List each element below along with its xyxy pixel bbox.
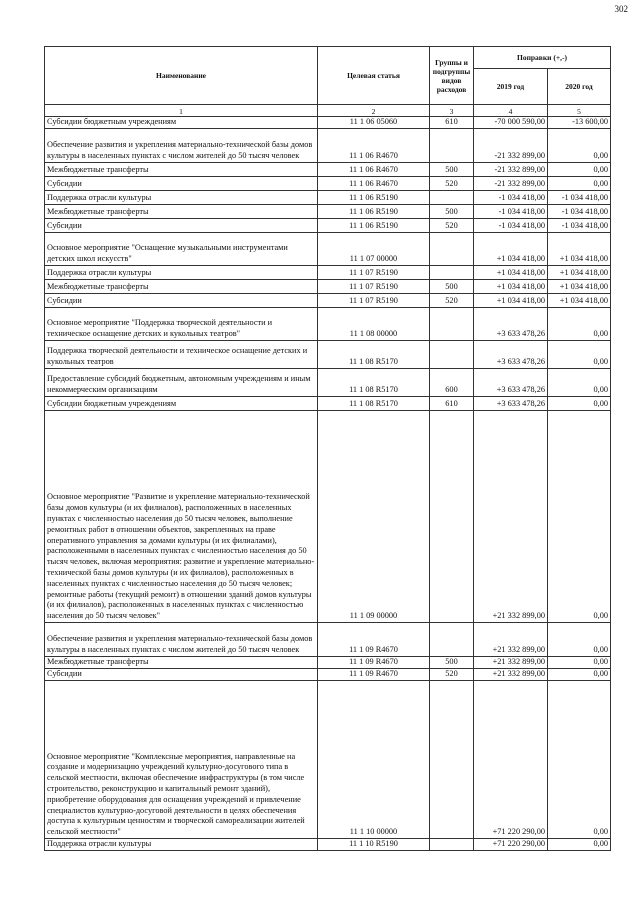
row-expense-group: 520 <box>430 177 474 191</box>
table-row <box>45 669 611 681</box>
row-value-2019: +1 034 418,00 <box>474 294 548 308</box>
row-value-2019: -1 034 418,00 <box>474 205 548 219</box>
index-cell: 4 <box>474 105 548 117</box>
table-row <box>45 657 611 669</box>
row-value-2019: -70 000 590,00 <box>474 117 548 129</box>
table-row <box>45 129 611 163</box>
row-value-2020: -1 034 418,00 <box>548 205 611 219</box>
row-value-2020: 0,00 <box>548 623 611 657</box>
table-row <box>45 341 611 369</box>
row-value-2020: 0,00 <box>548 369 611 397</box>
row-expense-group <box>430 308 474 341</box>
row-name: Субсидии <box>45 177 318 191</box>
row-target-code: 11 1 06 R4670 <box>318 129 430 163</box>
row-name: Основное мероприятие "Поддержка творческой деятельности и техническое оснащение детских и кукольных театров" <box>45 308 318 341</box>
row-value-2020: +1 034 418,00 <box>548 294 611 308</box>
row-expense-group: 610 <box>430 397 474 411</box>
row-name: Поддержка отрасли культуры <box>45 191 318 205</box>
budget-amendments-table <box>44 46 611 851</box>
index-cell: 1 <box>45 105 318 117</box>
row-value-2020: 0,00 <box>548 839 611 851</box>
row-target-code: 11 1 08 00000 <box>318 308 430 341</box>
row-value-2019: +3 633 478,26 <box>474 341 548 369</box>
row-target-code: 11 1 08 R5170 <box>318 341 430 369</box>
row-expense-group <box>430 129 474 163</box>
row-expense-group: 520 <box>430 294 474 308</box>
index-cell: 5 <box>548 105 611 117</box>
row-expense-group: 520 <box>430 219 474 233</box>
row-value-2019: -21 332 899,00 <box>474 177 548 191</box>
row-target-code: 11 1 08 R5170 <box>318 369 430 397</box>
row-value-2019: +21 332 899,00 <box>474 669 548 681</box>
row-expense-group: 520 <box>430 669 474 681</box>
table-row <box>45 294 611 308</box>
row-value-2019: +3 633 478,26 <box>474 369 548 397</box>
row-target-code: 11 1 09 R4670 <box>318 669 430 681</box>
row-name: Субсидии <box>45 219 318 233</box>
row-name: Межбюджетные трансферты <box>45 280 318 294</box>
row-value-2019: -21 332 899,00 <box>474 129 548 163</box>
row-target-code: 11 1 06 R5190 <box>318 191 430 205</box>
row-expense-group <box>430 341 474 369</box>
row-value-2020: 0,00 <box>548 129 611 163</box>
table-row <box>45 163 611 177</box>
row-name: Поддержка отрасли культуры <box>45 839 318 851</box>
row-value-2019: +1 034 418,00 <box>474 280 548 294</box>
row-value-2020: 0,00 <box>548 411 611 623</box>
header-group: Группы и подгруппы видов расходов <box>430 47 474 105</box>
header-amendments: Поправки (+,-) <box>474 47 611 69</box>
row-name: Основное мероприятие "Развитие и укрепление материально-технической базы домов культуры (и их филиалов), расположенных в населенных пунктах с численностью населения до 50 тысяч человек, выполнение ремонтных работ в отношении объектов, закрепленных на праве оперативного управления за домами культуры (и их филиалами), расположенными в населенных пунктах с численностью населения до 50 тысяч человек, включая мероприятия: развитие и укрепление материально-технической базы домов культуры (и их филиалов), расположенных в населенных пунктах с численностью населения до 50 тысяч человек; ремонтные работы (текущий ремонт) в отношении зданий домов культуры (и их филиалов), расположенных в населенных пунктах с численностью населения до 50 тысяч человек" <box>45 411 318 623</box>
row-target-code: 11 1 07 R5190 <box>318 294 430 308</box>
row-name: Обеспечение развития и укрепления материально-технической базы домов культуры в населенных пунктах с числом жителей до 50 тысяч человек <box>45 129 318 163</box>
row-expense-group: 500 <box>430 280 474 294</box>
row-target-code: 11 1 10 00000 <box>318 681 430 839</box>
row-expense-group <box>430 191 474 205</box>
row-target-code: 11 1 06 R5190 <box>318 205 430 219</box>
table-row <box>45 280 611 294</box>
row-expense-group: 610 <box>430 117 474 129</box>
row-name: Поддержка отрасли культуры <box>45 266 318 280</box>
row-value-2019: +21 332 899,00 <box>474 623 548 657</box>
row-name: Основное мероприятие "Оснащение музыкальными инструментами детских школ искусств" <box>45 233 318 266</box>
row-expense-group <box>430 623 474 657</box>
row-value-2020: +1 034 418,00 <box>548 280 611 294</box>
row-target-code: 11 1 07 R5190 <box>318 266 430 280</box>
row-value-2019: -21 332 899,00 <box>474 163 548 177</box>
table-row <box>45 623 611 657</box>
row-name: Обеспечение развития и укрепления материально-технической базы домов культуры в населенных пунктах с числом жителей до 50 тысяч человек <box>45 623 318 657</box>
row-expense-group: 500 <box>430 205 474 219</box>
header-2020: 2020 год <box>548 69 611 105</box>
row-value-2020: 0,00 <box>548 163 611 177</box>
table-row <box>45 411 611 623</box>
row-value-2020: 0,00 <box>548 308 611 341</box>
row-value-2020: 0,00 <box>548 669 611 681</box>
row-target-code: 11 1 09 R4670 <box>318 657 430 669</box>
row-value-2020: -13 600,00 <box>548 117 611 129</box>
row-name: Межбюджетные трансферты <box>45 205 318 219</box>
table-row <box>45 191 611 205</box>
row-value-2019: +21 332 899,00 <box>474 657 548 669</box>
table-row <box>45 266 611 280</box>
header-name: Наименование <box>45 47 318 105</box>
row-name: Межбюджетные трансферты <box>45 163 318 177</box>
row-expense-group <box>430 233 474 266</box>
row-name: Поддержка творческой деятельности и техническое оснащение детских и кукольных театров <box>45 341 318 369</box>
row-target-code: 11 1 06 R5190 <box>318 219 430 233</box>
row-target-code: 11 1 08 R5170 <box>318 397 430 411</box>
header-target: Целевая статья <box>318 47 430 105</box>
row-name: Субсидии бюджетным учреждениям <box>45 117 318 129</box>
row-expense-group <box>430 839 474 851</box>
row-value-2019: +3 633 478,26 <box>474 397 548 411</box>
table-row <box>45 308 611 341</box>
row-value-2019: -1 034 418,00 <box>474 219 548 233</box>
row-name: Субсидии бюджетным учреждениям <box>45 397 318 411</box>
row-value-2020: 0,00 <box>548 681 611 839</box>
row-expense-group: 500 <box>430 163 474 177</box>
row-target-code: 11 1 09 00000 <box>318 411 430 623</box>
row-value-2019: -1 034 418,00 <box>474 191 548 205</box>
row-value-2019: +21 332 899,00 <box>474 411 548 623</box>
row-value-2020: -1 034 418,00 <box>548 219 611 233</box>
row-name: Субсидии <box>45 294 318 308</box>
row-name: Предоставление субсидий бюджетным, автономным учреждениям и иным некоммерческим организациям <box>45 369 318 397</box>
row-value-2020: 0,00 <box>548 177 611 191</box>
header-2019: 2019 год <box>474 69 548 105</box>
index-cell: 2 <box>318 105 430 117</box>
row-value-2020: 0,00 <box>548 341 611 369</box>
row-target-code: 11 1 06 R4670 <box>318 163 430 177</box>
index-cell: 3 <box>430 105 474 117</box>
row-value-2019: +3 633 478,26 <box>474 308 548 341</box>
row-target-code: 11 1 06 05060 <box>318 117 430 129</box>
row-target-code: 11 1 10 R5190 <box>318 839 430 851</box>
row-expense-group <box>430 266 474 280</box>
table-row <box>45 369 611 397</box>
row-target-code: 11 1 07 R5190 <box>318 280 430 294</box>
row-name: Субсидии <box>45 669 318 681</box>
row-value-2020: +1 034 418,00 <box>548 266 611 280</box>
row-name: Основное мероприятие "Комплексные мероприятия, направленные на создание и модернизацию учреждений культурно-досугового типа в сельской местности, включая обеспечение инфраструктуры (в том числе строительство, реконструкцию и капитальный ремонт зданий), приобретение оборудования для оснащения учреждений и привлечение специалистов культурно-досуговой деятельности в целях обеспечения доступа к культурным ценностям и творческой самореализации жителей сельской местности" <box>45 681 318 839</box>
table-row <box>45 205 611 219</box>
table-row <box>45 219 611 233</box>
row-value-2020: 0,00 <box>548 657 611 669</box>
row-value-2019: +1 034 418,00 <box>474 266 548 280</box>
row-value-2020: -1 034 418,00 <box>548 191 611 205</box>
row-value-2019: +71 220 290,00 <box>474 681 548 839</box>
row-target-code: 11 1 07 00000 <box>318 233 430 266</box>
row-target-code: 11 1 06 R4670 <box>318 177 430 191</box>
table-row <box>45 233 611 266</box>
page-number: 302 <box>614 4 628 14</box>
table-row <box>45 177 611 191</box>
row-target-code: 11 1 09 R4670 <box>318 623 430 657</box>
row-expense-group <box>430 681 474 839</box>
row-value-2020: +1 034 418,00 <box>548 233 611 266</box>
row-name: Межбюджетные трансферты <box>45 657 318 669</box>
table-row <box>45 117 611 129</box>
table-row <box>45 839 611 851</box>
row-expense-group: 500 <box>430 657 474 669</box>
table-row <box>45 397 611 411</box>
row-value-2019: +71 220 290,00 <box>474 839 548 851</box>
table-row <box>45 681 611 839</box>
row-value-2020: 0,00 <box>548 397 611 411</box>
row-expense-group: 600 <box>430 369 474 397</box>
row-expense-group <box>430 411 474 623</box>
row-value-2019: +1 034 418,00 <box>474 233 548 266</box>
